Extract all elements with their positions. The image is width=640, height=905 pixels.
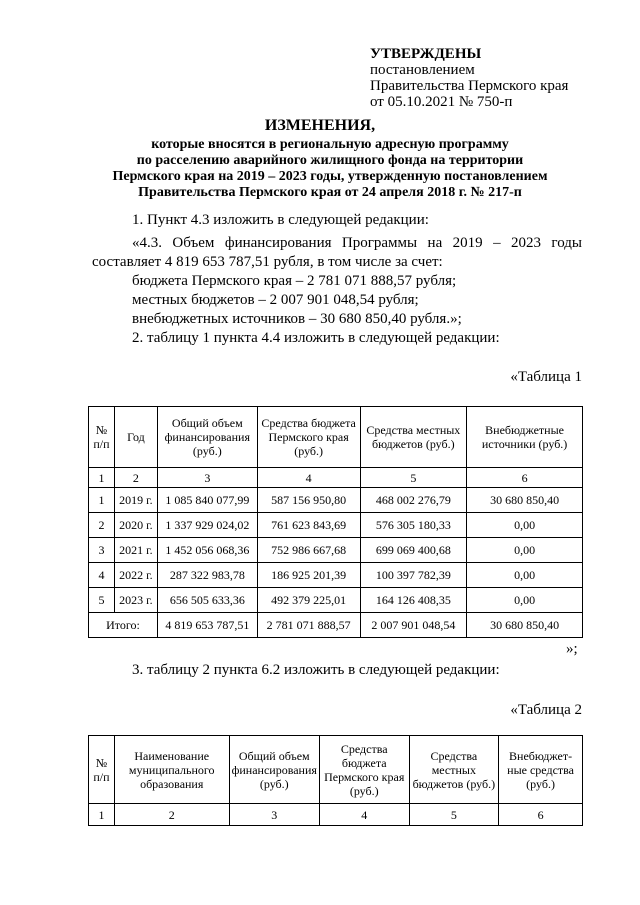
table1-colnum-cell: 4: [257, 468, 360, 488]
paragraph-3: бюджета Пермского края – 2 781 071 888,57 рубля;: [132, 273, 457, 289]
table1-total-cell: 2 781 071 888,57: [257, 613, 360, 638]
table-row: [89, 488, 583, 513]
table1-cell: 2022 г.: [114, 563, 157, 588]
table2-header-row: [89, 736, 583, 804]
subtitle-line: по расселению аварийного жилищного фонда на территории: [136, 153, 524, 168]
table2-column-numbers: [89, 804, 583, 826]
table1-total-label: Итого:: [89, 613, 158, 638]
table2-colnum-cell: 6: [499, 804, 583, 826]
table1-cell: 1 452 056 068,36: [157, 538, 257, 563]
subtitle-line: которые вносятся в региональную адресную программу: [151, 137, 509, 152]
table2-header-cell: № п/п: [89, 736, 115, 804]
table-row: [89, 588, 583, 613]
table2-header-cell: Средства бюджета Пермского края (руб.): [319, 736, 409, 804]
table2-header-cell: Средства местных бюджетов (руб.): [409, 736, 499, 804]
table1-cell: 30 680 850,40: [467, 488, 583, 513]
table-row: [89, 513, 583, 538]
table1-closing-quote: »;: [566, 641, 578, 657]
approval-date: от 05.10.2021 № 750-п: [370, 94, 513, 110]
subtitle-line: Правительства Пермского края от 24 апреля 2018 г. № 217-п: [138, 185, 522, 200]
subtitle-line: Пермского края на 2019 – 2023 годы, утвержденную постановлением: [112, 169, 548, 184]
table1-colnum-cell: 6: [467, 468, 583, 488]
table1-column-numbers: [89, 468, 583, 488]
table1-total-row: [89, 613, 583, 638]
table-1: [88, 406, 583, 638]
table2-header-cell: Наименование муниципального образования: [114, 736, 229, 804]
table1-cell: 2019 г.: [114, 488, 157, 513]
paragraph-2: «4.3. Объем финансирования Программы на 2019 – 2023 годы: [132, 235, 582, 251]
table-2: [88, 735, 583, 826]
table1-cell: 4: [89, 563, 115, 588]
paragraph-7: 3. таблицу 2 пункта 6.2 изложить в следующей редакции:: [132, 662, 500, 678]
table1-label: «Таблица 1: [510, 369, 582, 385]
table2-header-cell: Общий объем финансирования (руб.): [229, 736, 319, 804]
table1-cell: 468 002 276,79: [360, 488, 467, 513]
table1-cell: 752 986 667,68: [257, 538, 360, 563]
table2-colnum-cell: 3: [229, 804, 319, 826]
paragraph-2-continued: составляет 4 819 653 787,51 рубля, в том числе за счет:: [92, 254, 443, 270]
table1-total-cell: 30 680 850,40: [467, 613, 583, 638]
table2-colnum-cell: 4: [319, 804, 409, 826]
table1-colnum-cell: 3: [157, 468, 257, 488]
table1-cell: 2021 г.: [114, 538, 157, 563]
approval-line: постановлением: [370, 62, 475, 78]
table1-cell: 287 322 983,78: [157, 563, 257, 588]
table1-cell: 1 337 929 024,02: [157, 513, 257, 538]
table1-header-cell: Год: [114, 407, 157, 468]
table1-header-row: [89, 407, 583, 468]
paragraph-5: внебюджетных источников – 30 680 850,40 рубля.»;: [132, 311, 462, 327]
table1-cell: 2023 г.: [114, 588, 157, 613]
table1-cell: 5: [89, 588, 115, 613]
table1-total-cell: 4 819 653 787,51: [157, 613, 257, 638]
table1-cell: 1: [89, 488, 115, 513]
table1-cell: 2020 г.: [114, 513, 157, 538]
approval-heading: УТВЕРЖДЕНЫ: [370, 46, 482, 62]
table1-header-cell: Внебюджетные источники (руб.): [467, 407, 583, 468]
table1-cell: 2: [89, 513, 115, 538]
table1-cell: 186 925 201,39: [257, 563, 360, 588]
table1-cell: 0,00: [467, 513, 583, 538]
paragraph-6: 2. таблицу 1 пункта 4.4 изложить в следующей редакции:: [132, 330, 500, 346]
table1-cell: 587 156 950,80: [257, 488, 360, 513]
table2-colnum-cell: 5: [409, 804, 499, 826]
table1-cell: 492 379 225,01: [257, 588, 360, 613]
approval-line: Правительства Пермского края: [370, 78, 569, 94]
table1-cell: 3: [89, 538, 115, 563]
document-title: ИЗМЕНЕНИЯ,: [264, 117, 376, 134]
table2-colnum-cell: 2: [114, 804, 229, 826]
table2-label: «Таблица 2: [510, 702, 582, 718]
table1-cell: 0,00: [467, 563, 583, 588]
table1-cell: 1 085 840 077,99: [157, 488, 257, 513]
table1-cell: 656 505 633,36: [157, 588, 257, 613]
table1-cell: 699 069 400,68: [360, 538, 467, 563]
table1-cell: 0,00: [467, 588, 583, 613]
table1-header-cell: № п/п: [89, 407, 115, 468]
table1-header-cell: Средства местных бюджетов (руб.): [360, 407, 467, 468]
table1-cell: 576 305 180,33: [360, 513, 467, 538]
table1-cell: 0,00: [467, 538, 583, 563]
table1-colnum-cell: 5: [360, 468, 467, 488]
table1-cell: 164 126 408,35: [360, 588, 467, 613]
table1-header-cell: Средства бюджета Пермского края (руб.): [257, 407, 360, 468]
table1-total-cell: 2 007 901 048,54: [360, 613, 467, 638]
table1-header-cell: Общий объем финансирования (руб.): [157, 407, 257, 468]
table2-header-cell: Внебюджет-ные средства (руб.): [499, 736, 583, 804]
table2-colnum-cell: 1: [89, 804, 115, 826]
paragraph-1: 1. Пункт 4.3 изложить в следующей редакции:: [132, 212, 429, 228]
table1-cell: 761 623 843,69: [257, 513, 360, 538]
table1-colnum-cell: 2: [114, 468, 157, 488]
approval-block: [370, 46, 568, 110]
table1-colnum-cell: 1: [89, 468, 115, 488]
table-row: [89, 563, 583, 588]
table1-cell: 100 397 782,39: [360, 563, 467, 588]
paragraph-4: местных бюджетов – 2 007 901 048,54 рубля;: [132, 292, 419, 308]
table-row: [89, 538, 583, 563]
document-subtitle: [40, 137, 620, 201]
